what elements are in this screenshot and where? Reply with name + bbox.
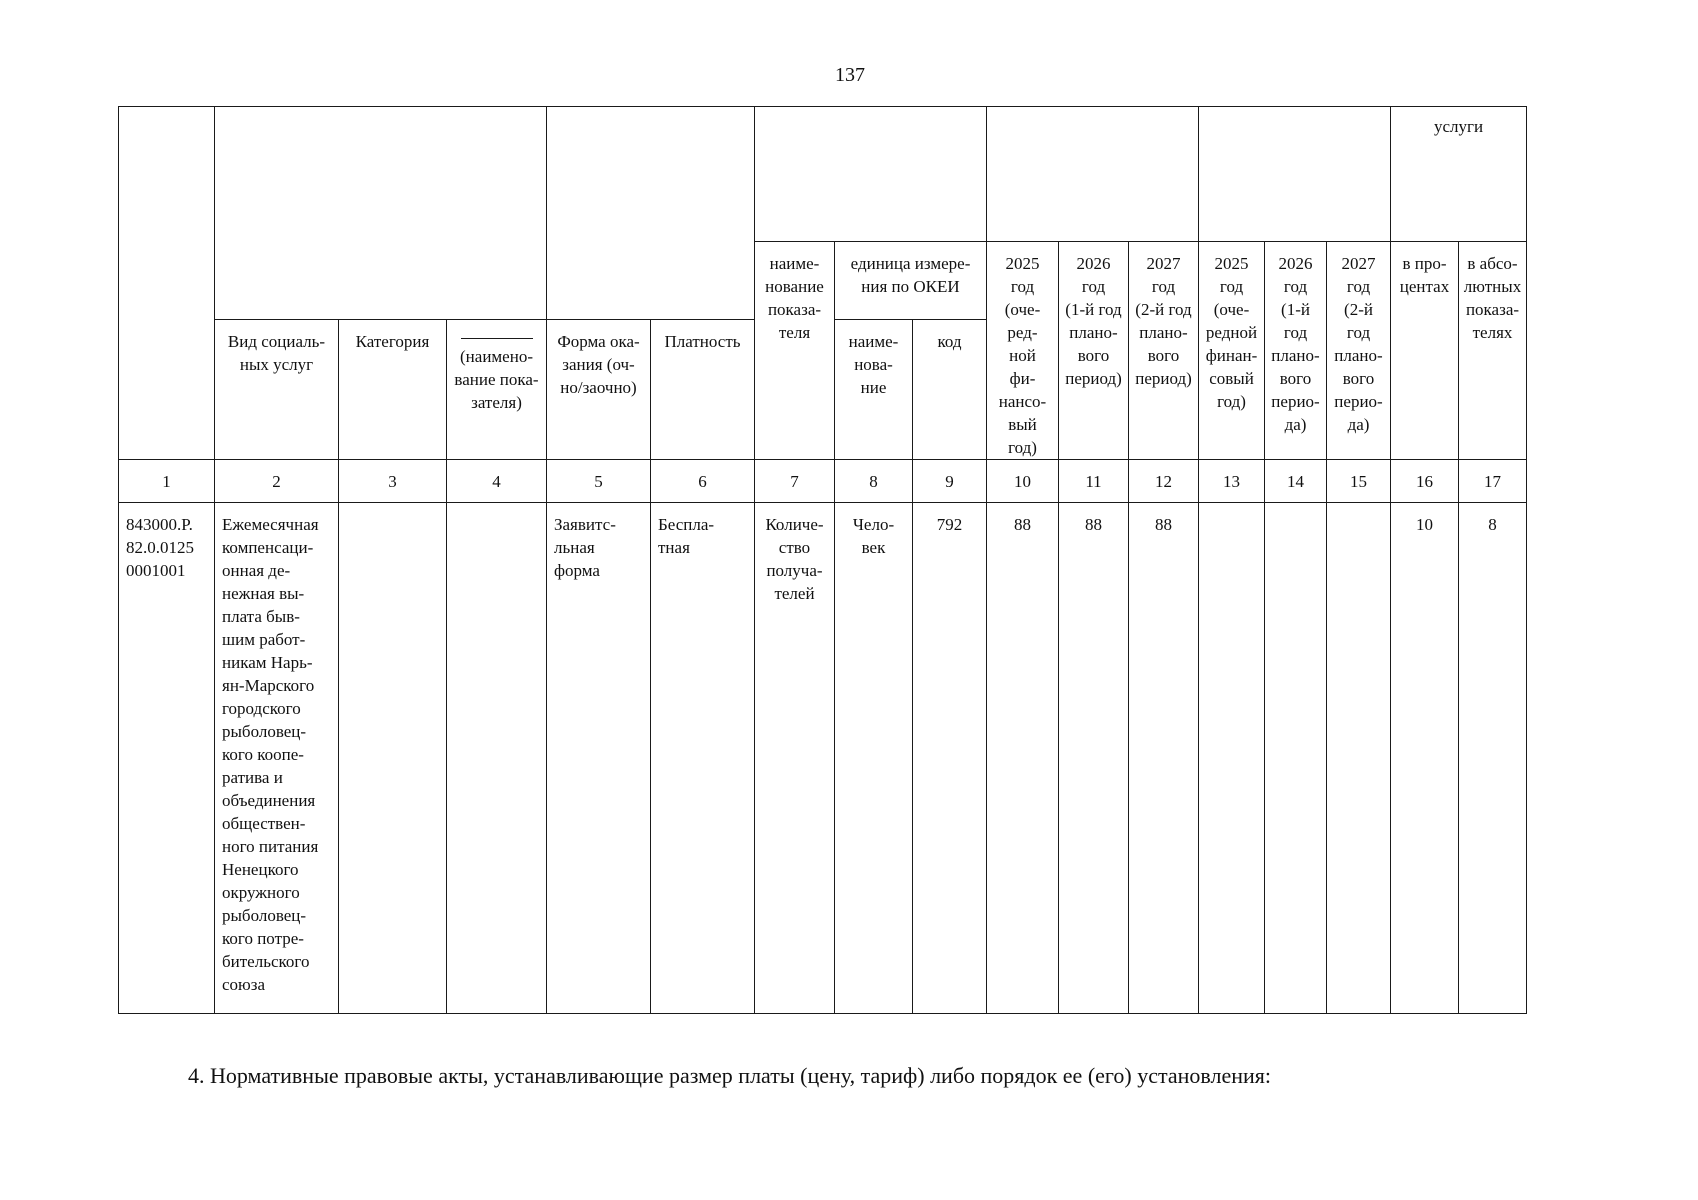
value-2025-b [1199, 503, 1264, 513]
section-4-heading: 4. Нормативные правовые акты, устанавливающие размер платы (цену, тариф) либо порядок ее (его) установления: [188, 1063, 1272, 1088]
column-number: 5 [547, 460, 651, 503]
header-blank-values [987, 107, 1199, 242]
unit-code: 792 [936, 515, 963, 534]
value-2026-b [1265, 503, 1326, 513]
value-2027-a: 88 [1155, 515, 1172, 534]
category-cell [339, 503, 447, 1014]
payment-status-cell [651, 503, 755, 1014]
header-vid: Вид социаль- ных услуг [227, 332, 326, 375]
column-number: 3 [339, 460, 447, 503]
header-edinica-kod-cell [913, 320, 987, 460]
indicator-title-cell [755, 503, 835, 1014]
header-2026-a-cell [1059, 242, 1129, 460]
column-number: 2 [215, 460, 339, 503]
column-number-row [119, 460, 1527, 503]
unit-name: Чело- век [852, 515, 895, 557]
header-blank-fee [1199, 107, 1391, 242]
column-number: 6 [651, 460, 755, 503]
header-usluga: услуги [1433, 117, 1484, 136]
header-pokazatel-cell [447, 320, 547, 460]
header-edinica-naim: наиме- нова- ние [848, 332, 899, 398]
column-number: 16 [1391, 460, 1459, 503]
value-2025-b-cell [1199, 503, 1265, 1014]
header-conditions-spacer [547, 242, 755, 320]
deviation-absolute-cell [1459, 503, 1527, 1014]
header-2025-b: 2025 год (оче- редной финан- совый год) [1205, 254, 1258, 411]
column-number: 8 [835, 460, 913, 503]
header-naim-pokazatelya: наиме- нование показа- теля [765, 254, 824, 342]
column-number: 9 [913, 460, 987, 503]
header-2026-a: 2026 год (1-й год плано- вого период) [1065, 254, 1122, 388]
header-naim-pokazatelya-cell [755, 242, 835, 460]
header-row-middle [119, 242, 1527, 320]
column-number: 4 [447, 460, 547, 503]
header-absolut-cell [1459, 242, 1527, 460]
deviation-percent-cell [1391, 503, 1459, 1014]
value-2027-a-cell [1129, 503, 1199, 1014]
header-procent: в про- центах [1399, 254, 1450, 296]
header-content-spacer [215, 242, 547, 320]
column-number: 7 [755, 460, 835, 503]
header-2027-a-cell [1129, 242, 1199, 460]
header-edinica-kod: код [937, 332, 962, 352]
registry-code: 843000.Р. 82.0.0125 0001001 [126, 515, 194, 580]
header-kategoriya-cell [339, 320, 447, 460]
deviation-absolute: 8 [1488, 515, 1497, 534]
header-2025-a-cell [987, 242, 1059, 460]
value-2026-a-cell [1059, 503, 1129, 1014]
service-type: Ежемесячная компенсаци- онная де- нежная вы- плата быв- шим работ- никам Нарь- ян-Марского городского рыболовец- кого коопе- ратива и объединения обществен- ного питания Ненецкого окружного рыболовец- кого потре- бительского союза [222, 515, 319, 994]
value-2025-a-cell [987, 503, 1059, 1014]
header-edinica-cell [835, 242, 987, 320]
provision-form-cell [547, 503, 651, 1014]
header-2025-a: 2025 год (оче- ред- ной фи- нансо- вый год) [998, 254, 1047, 457]
value-2027-b [1327, 503, 1390, 513]
unit-name-cell [835, 503, 913, 1014]
provision-form: Заявитс- льная форма [554, 515, 616, 580]
header-2025-b-cell [1199, 242, 1265, 460]
column-number: 11 [1059, 460, 1129, 503]
table-row [119, 503, 1527, 1014]
value-2027-b-cell [1327, 503, 1391, 1014]
header-2027-b-cell [1327, 242, 1391, 460]
header-2026-b: 2026 год (1-й год плано- вого перио- да) [1271, 254, 1320, 434]
column-number: 13 [1199, 460, 1265, 503]
header-row-top [119, 107, 1527, 242]
column-number: 10 [987, 460, 1059, 503]
header-blank-conditions [547, 107, 755, 242]
column-number: 14 [1265, 460, 1327, 503]
header-blank-indicator [755, 107, 987, 242]
header-platnost: Платность [664, 332, 741, 352]
unit-code-cell [913, 503, 987, 1014]
value-2025-a: 88 [1014, 515, 1031, 534]
header-vid-cell [215, 320, 339, 460]
service-indicators-table [118, 106, 1527, 1014]
header-procent-cell [1391, 242, 1459, 460]
category-value [339, 503, 446, 513]
indicator-title: Количе- ство получа- телей [765, 515, 824, 603]
service-type-cell [215, 503, 339, 1014]
column-number: 1 [119, 460, 215, 503]
column-number: 12 [1129, 460, 1199, 503]
value-2026-b-cell [1265, 503, 1327, 1014]
header-edinica: единица измере- ния по ОКЕИ [850, 254, 971, 296]
indicator-name-value [447, 503, 546, 513]
value-2026-a: 88 [1085, 515, 1102, 534]
page-number: 137 [835, 64, 865, 86]
header-2027-b: 2027 год (2-й год плано- вого перио- да) [1334, 254, 1383, 434]
header-2027-a: 2027 год (2-й год плано- вого период) [1135, 254, 1192, 388]
payment-status: Беспла- тная [658, 515, 715, 557]
registry-code-cell [119, 503, 215, 1014]
header-2026-b-cell [1265, 242, 1327, 460]
header-kategoriya: Категория [355, 332, 430, 352]
header-forma: Форма ока- зания (оч- но/заочно) [557, 332, 640, 398]
header-forma-cell [547, 320, 651, 460]
indicator-name-cell [447, 503, 547, 1014]
column-number: 17 [1459, 460, 1527, 503]
deviation-percent: 10 [1416, 515, 1433, 534]
header-absolut: в абсо- лютных показа- телях [1463, 254, 1522, 342]
header-blank-code [119, 107, 215, 460]
header-usluga-cell [1391, 107, 1527, 242]
header-edinica-naim-cell [835, 320, 913, 460]
header-blank-content [215, 107, 547, 242]
header-platnost-cell [651, 320, 755, 460]
column-number: 15 [1327, 460, 1391, 503]
header-pokazatel-caption: (наимено- вание пока- зателя) [454, 347, 539, 413]
